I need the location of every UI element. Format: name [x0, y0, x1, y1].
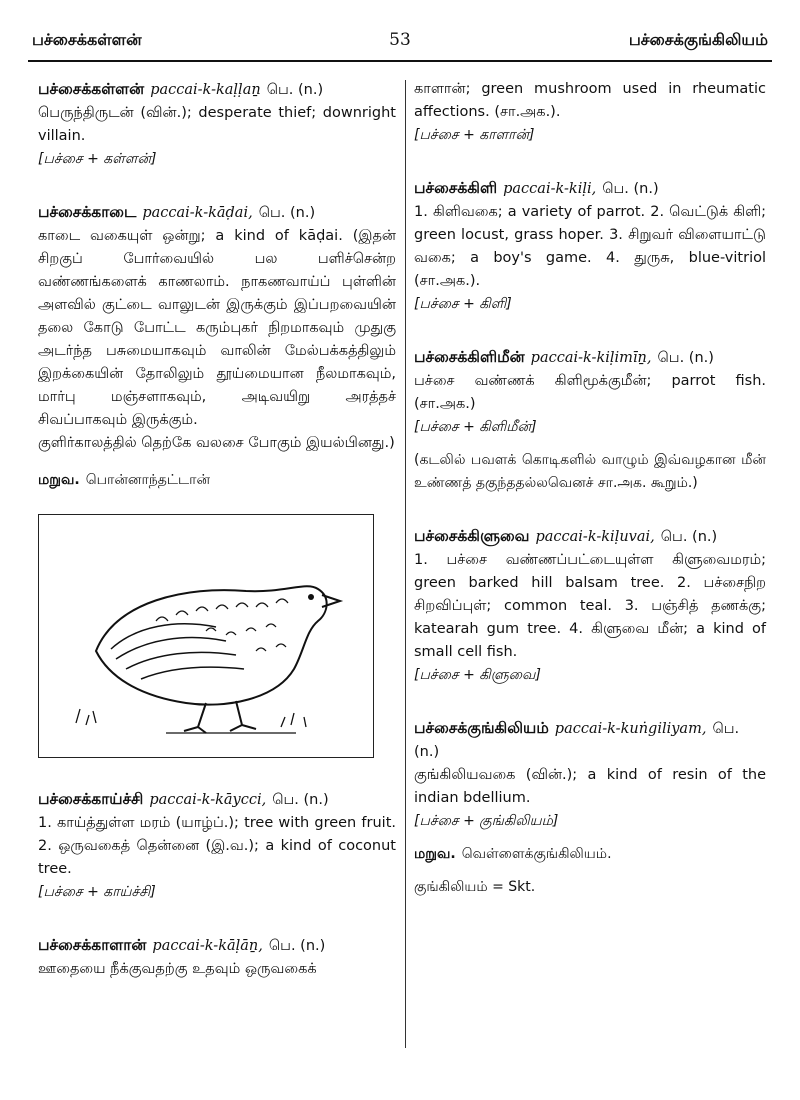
transliteration: paccai-k-kiḷimīṉ,: [530, 350, 652, 366]
etymology: [பச்சை + காளான்]: [414, 127, 535, 143]
definition: 1. பச்சை வண்ணப்பட்டையுள்ள கிளுவைமரம்; green barked hill balsam tree. 2. பச்சைநிற சிறவிப்புள்; common teal. 3. பஞ்சித் தணக்கு; katearah gum tree. 4. கிளுவை மீன்; a kind of small cell fish.: [414, 552, 766, 660]
etymology: [பச்சை + கிளி]: [414, 296, 512, 312]
etymology: [பச்சை + குங்கிலியம்]: [414, 813, 559, 829]
definition: காடை வகையுள் ஒன்று; a kind of kāḍai. (இதன் சிறகுப் போர்வையில் பல பளிச்சென்ற வண்ணங்களைக் காணலாம். நாகணவாய்ப் புள்ளின் அளவில் குட்டை வாலுடன் இருக்கும் இப்பறவையின் தலை கோடு போட்ட கரும்புகர் நிறமாகவும் முதுகு அடர்ந்த பசுமையாகவும் வாலின் மேல்பக்கத்திலும் இறக்கையின் தோலிலும் தூய்மையான நீலமாகவும், மார்பு மஞ்சளாகவும், அடிவயிறு அரத்தச் சிவப்பாகவும் இருக்கும்.: [38, 228, 396, 428]
header-last-word: பச்சைக்குங்கிலியம்: [628, 30, 768, 49]
etymology: [பச்சை + கள்ளன்]: [38, 151, 157, 167]
dictionary-entry-continued: [414, 78, 766, 147]
quail-drawing-icon: [56, 531, 356, 741]
dictionary-entry: [38, 788, 396, 904]
definition: 1. காய்த்துள்ள மரம் (யாழ்ப்.); tree with green fruit. 2. ஒருவகைத் தென்னை (இ.வ.); a kind of coconut tree.: [38, 815, 396, 877]
synonym: பொன்னாந்தட்டான்: [85, 472, 211, 488]
transliteration: paccai-k-kiḷuvai,: [535, 529, 655, 545]
part-of-speech: பெ. (n.): [266, 82, 324, 98]
definition: காளான்; green mushroom used in rheumatic affections. (சா.அக.).: [414, 81, 766, 120]
transliteration: paccai-k-kaḷḷaṉ: [150, 82, 261, 98]
part-of-speech: பெ. (n.): [602, 181, 659, 197]
headword: பச்சைக்காளான்: [38, 936, 147, 954]
definition: 1. கிளிவகை; a variety of parrot. 2. வெட்டுக் கிளி; green locust, grass hoper. 3. சிறுவர் விளையாட்டு வகை; a boy's game. 4. துருசு, blue-vitriol (சா.அக.).: [414, 204, 766, 289]
headword: பச்சைக்கிளிமீன்: [414, 348, 525, 366]
headword: பச்சைக்கள்ளன்: [38, 80, 145, 98]
column-divider: [405, 80, 406, 1048]
part-of-speech: பெ. (n.): [657, 350, 714, 366]
headword: பச்சைக்கிளி: [414, 179, 498, 197]
headword: பச்சைக்காய்ச்சி: [38, 790, 144, 808]
part-of-speech: பெ. (n.): [660, 529, 718, 545]
definition: பெருந்திருடன் (வின்.); desperate thief; downright villain.: [38, 105, 396, 144]
dictionary-entry: [414, 525, 766, 687]
definition-continued: குளிர்காலத்தில் தெற்கே வலசை போகும் இயல்பினது.): [38, 435, 395, 451]
dictionary-entry: [38, 78, 396, 171]
etymology: [பச்சை + கிளுவை]: [414, 667, 541, 683]
dictionary-entry: [414, 346, 766, 495]
transliteration: paccai-k-kāycci,: [149, 792, 267, 808]
headword: பச்சைக்குங்கிலியம்: [414, 719, 549, 737]
synonym-label: மறுவ.: [38, 472, 80, 488]
dictionary-entry: [414, 177, 766, 316]
part-of-speech: பெ. (n.): [414, 721, 740, 760]
part-of-speech: பெ. (n.): [272, 792, 329, 808]
transliteration: paccai-k-kiḷi,: [503, 181, 597, 197]
definition: பச்சை வண்ணக் கிளிமூக்குமீன்; parrot fish. (சா.அக.): [414, 373, 766, 412]
transliteration: paccai-k-kāḷāṉ,: [152, 938, 263, 954]
synonym-line: [38, 469, 396, 492]
definition: குங்கிலியவகை (வின்.); a kind of resin of the indian bdellium.: [414, 767, 766, 806]
part-of-speech: பெ. (n.): [258, 205, 316, 221]
page-number: 53: [389, 30, 411, 50]
synonym: வெள்ளைக்குங்கிலியம்.: [461, 846, 612, 862]
page-header: [28, 20, 772, 62]
synonym-label: மறுவ.: [414, 846, 456, 862]
dictionary-entry: [414, 717, 766, 899]
definition: ஊதையை நீக்குவதற்கு உதவும் ஒருவகைக்: [38, 961, 317, 977]
part-of-speech: பெ. (n.): [268, 938, 326, 954]
header-first-word: பச்சைக்கள்ளன்: [32, 30, 142, 49]
source-note: குங்கிலியம் = Skt.: [414, 879, 536, 895]
synonym-line: [414, 843, 766, 866]
bird-illustration: [38, 514, 374, 758]
left-column: [38, 78, 396, 981]
headword: பச்சைக்காடை: [38, 203, 137, 221]
dictionary-entry: [38, 934, 396, 981]
transliteration: paccai-k-kuṅgiliyam,: [554, 721, 707, 737]
transliteration: paccai-k-kāḍai,: [142, 205, 253, 221]
etymology: [பச்சை + கிளிமீன்]: [414, 419, 537, 435]
dictionary-entry: [38, 201, 396, 492]
etymology: [பச்சை + காய்ச்சி]: [38, 884, 156, 900]
note: (கடலில் பவளக் கொடிகளில் வாழும் இவ்வழகான மீன் உண்ணத் தகுந்ததல்லவெனச் சா.அக. கூறும்.): [414, 452, 766, 491]
headword: பச்சைக்கிளுவை: [414, 527, 530, 545]
right-column: [414, 78, 766, 899]
